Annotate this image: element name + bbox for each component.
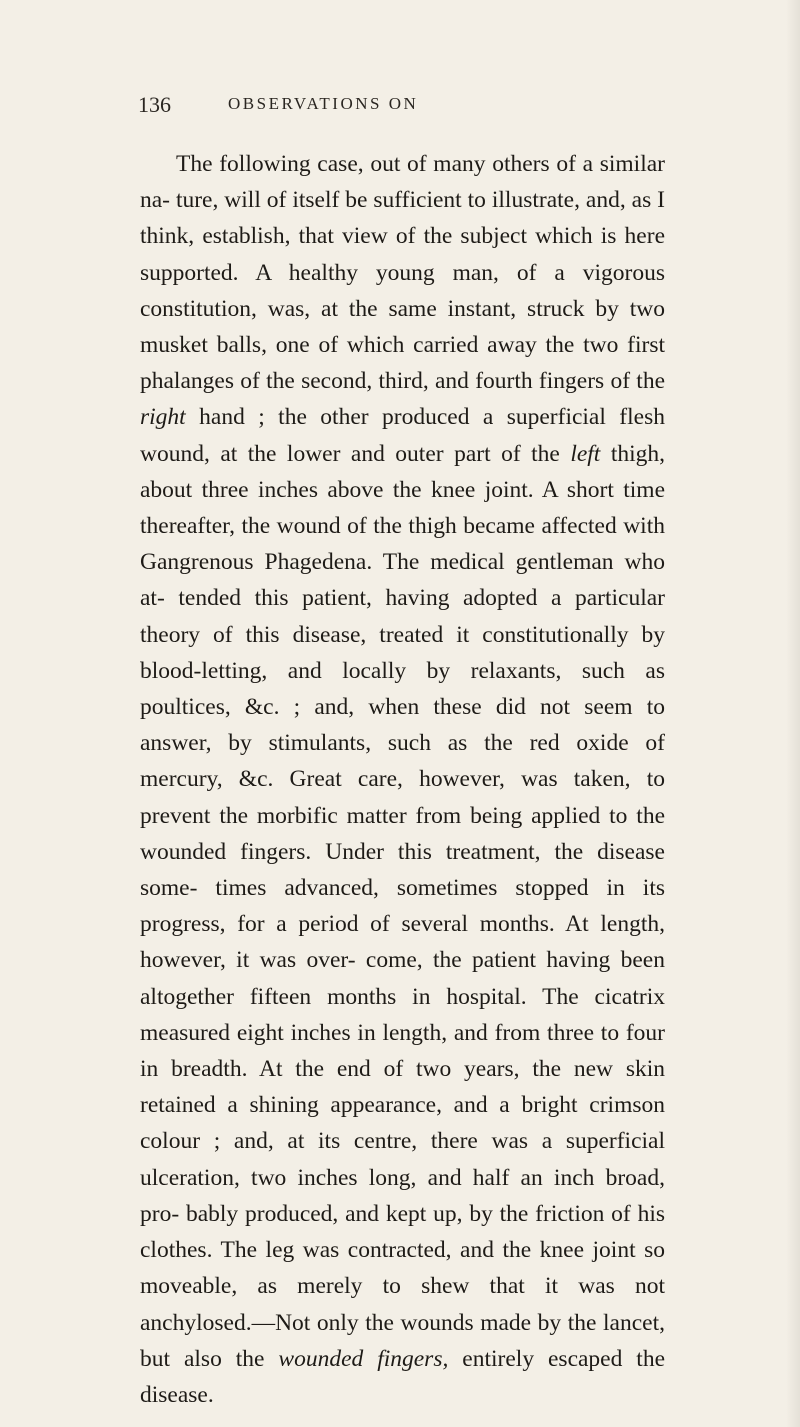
running-head — [138, 92, 698, 122]
running-title: OBSERVATIONS ON — [228, 94, 419, 113]
text-segment-1: The following case, out of many others of a similar na- ture, will of itself be sufficient to illustrate, and, as I think, establish, that view of the subject which is here supported. A healthy young man, of a vigorous constitution, was, at the same instant, struck by two musket balls, one of which carried away the two first phalanges of the second, third, and fourth fingers of the — [140, 151, 665, 395]
italic-wounded-fingers: wounded fingers, — [278, 1345, 449, 1372]
text-segment-4: entirely escaped the disease. — [140, 1345, 666, 1408]
italic-right: right — [140, 404, 186, 431]
body-paragraph — [140, 146, 665, 1413]
italic-left: left — [570, 440, 601, 467]
text-segment-3: thigh, about three inches above the knee joint. A short time thereafter, the wound of the thigh became affected with Gangrenous Phagedena. The medical gentleman who at- tended this patient, having adopted a particular theory of this disease, treated it constitutionally by blood-letting, and locally by relaxants, such as poultices, &c. ; and, when these did not seem to answer, by stimulants, such as the red oxide of mercury, &c. Great care, however, was taken, to prevent the morbific matter from being applied to the wounded fingers. Under this treatment, the disease some- times advanced, sometimes stopped in its progress, for a period of several months. At length, however, it was over- come, the patient having been altogether fifteen months in hospital. The cicatrix measured eight inches in length, and from three to four in breadth. At the end of two years, the new skin retained a shining appearance, and a bright crimson colour ; and, at its centre, there was a superficial ulceration, two inches long, and half an inch broad, pro- bably produced, and kept up, by the friction of his clothes. The leg was contracted, and the knee joint so moveable, as merely to shew that it was not anchylosed.—Not only the wounds made by the lancet, but also the — [140, 440, 665, 1372]
page-edge-shadow — [786, 0, 800, 1427]
page-number: 136 — [138, 92, 171, 117]
text-segment-2: hand ; the other produced a superficial flesh wound, at the lower and outer part of the — [140, 404, 665, 467]
